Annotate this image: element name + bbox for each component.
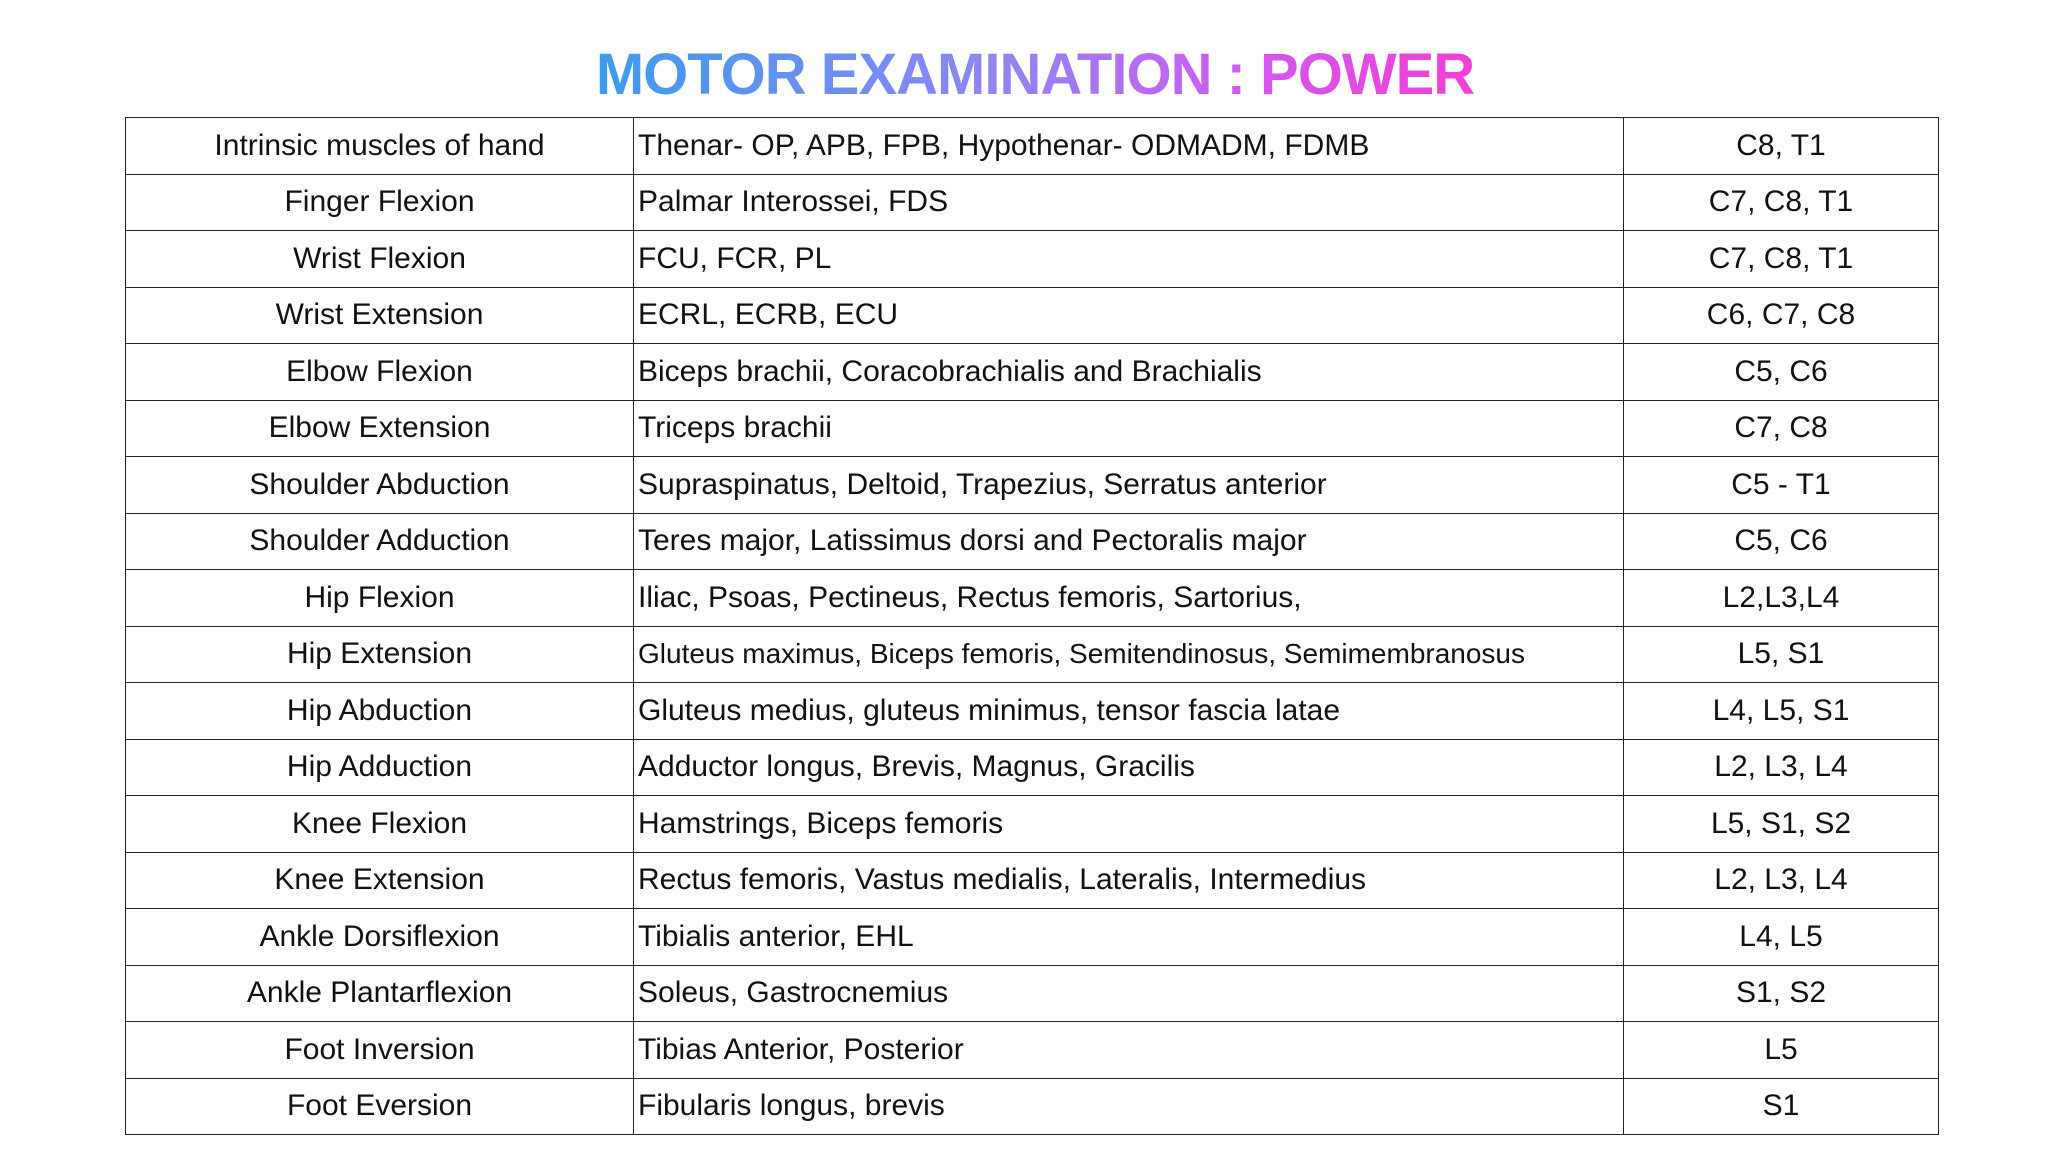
muscles-cell: Triceps brachii	[634, 400, 1624, 457]
movement-cell: Elbow Flexion	[126, 344, 634, 401]
nerve-roots-cell: L5, S1, S2	[1624, 796, 1939, 853]
table-row	[126, 796, 1939, 853]
muscles-cell: Tibialis anterior, EHL	[634, 909, 1624, 966]
movement-cell: Hip Adduction	[126, 739, 634, 796]
table-row	[126, 231, 1939, 288]
movement-cell: Knee Flexion	[126, 796, 634, 853]
muscles-cell: Biceps brachii, Coracobrachialis and Brachialis	[634, 344, 1624, 401]
table-row	[126, 344, 1939, 401]
muscles-cell: Palmar Interossei, FDS	[634, 174, 1624, 231]
movement-cell: Hip Flexion	[126, 570, 634, 627]
page-title	[0, 40, 2048, 110]
muscles-cell: FCU, FCR, PL	[634, 231, 1624, 288]
nerve-roots-cell: C7, C8, T1	[1624, 231, 1939, 288]
nerve-roots-cell: C5, C6	[1624, 513, 1939, 570]
muscles-cell: Thenar- OP, APB, FPB, Hypothenar- ODMADM, FDMB	[634, 118, 1624, 175]
nerve-roots-cell: S1	[1624, 1078, 1939, 1135]
nerve-roots-cell: C6, C7, C8	[1624, 287, 1939, 344]
movement-cell: Wrist Extension	[126, 287, 634, 344]
nerve-roots-cell: L4, L5	[1624, 909, 1939, 966]
movement-cell: Knee Extension	[126, 852, 634, 909]
movement-cell: Foot Inversion	[126, 1022, 634, 1079]
table-row	[126, 287, 1939, 344]
table-row	[126, 400, 1939, 457]
nerve-roots-cell: C7, C8, T1	[1624, 174, 1939, 231]
table-row	[126, 683, 1939, 740]
muscles-cell: Rectus femoris, Vastus medialis, Lateralis, Intermedius	[634, 852, 1624, 909]
nerve-roots-cell: C5 - T1	[1624, 457, 1939, 514]
table-row	[126, 626, 1939, 683]
movement-cell: Wrist Flexion	[126, 231, 634, 288]
table-row	[126, 118, 1939, 175]
nerve-roots-cell: L4, L5, S1	[1624, 683, 1939, 740]
muscles-cell: Adductor longus, Brevis, Magnus, Gracilis	[634, 739, 1624, 796]
table-row	[126, 739, 1939, 796]
movement-cell: Ankle Plantarflexion	[126, 965, 634, 1022]
table-row	[126, 909, 1939, 966]
movement-cell: Hip Extension	[126, 626, 634, 683]
nerve-roots-cell: C8, T1	[1624, 118, 1939, 175]
muscles-cell: Gluteus medius, gluteus minimus, tensor fascia latae	[634, 683, 1624, 740]
nerve-roots-cell: L5	[1624, 1022, 1939, 1079]
movement-cell: Foot Eversion	[126, 1078, 634, 1135]
movement-cell: Hip Abduction	[126, 683, 634, 740]
page-title-text: MOTOR EXAMINATION : POWER	[595, 42, 1475, 107]
nerve-roots-cell: C5, C6	[1624, 344, 1939, 401]
movement-cell: Ankle Dorsiflexion	[126, 909, 634, 966]
nerve-roots-cell: S1, S2	[1624, 965, 1939, 1022]
movement-cell: Finger Flexion	[126, 174, 634, 231]
table-row	[126, 1022, 1939, 1079]
table-row	[126, 965, 1939, 1022]
nerve-roots-cell: L2,L3,L4	[1624, 570, 1939, 627]
muscles-cell: Gluteus maximus, Biceps femoris, Semitendinosus, Semimembranosus	[634, 626, 1624, 683]
table-row	[126, 513, 1939, 570]
muscles-cell: Hamstrings, Biceps femoris	[634, 796, 1624, 853]
muscles-cell: Iliac, Psoas, Pectineus, Rectus femoris, Sartorius,	[634, 570, 1624, 627]
table-row	[126, 457, 1939, 514]
nerve-roots-cell: C7, C8	[1624, 400, 1939, 457]
nerve-roots-cell: L2, L3, L4	[1624, 852, 1939, 909]
movement-cell: Shoulder Abduction	[126, 457, 634, 514]
table-row	[126, 570, 1939, 627]
movement-cell: Intrinsic muscles of hand	[126, 118, 634, 175]
nerve-roots-cell: L5, S1	[1624, 626, 1939, 683]
muscles-cell: Teres major, Latissimus dorsi and Pectoralis major	[634, 513, 1624, 570]
muscles-cell: Fibularis longus, brevis	[634, 1078, 1624, 1135]
muscles-cell: Supraspinatus, Deltoid, Trapezius, Serratus anterior	[634, 457, 1624, 514]
motor-power-table	[125, 117, 1939, 1135]
table-row	[126, 1078, 1939, 1135]
movement-cell: Elbow Extension	[126, 400, 634, 457]
movement-cell: Shoulder Adduction	[126, 513, 634, 570]
table-row	[126, 174, 1939, 231]
muscles-cell: ECRL, ECRB, ECU	[634, 287, 1624, 344]
nerve-roots-cell: L2, L3, L4	[1624, 739, 1939, 796]
muscles-cell: Soleus, Gastrocnemius	[634, 965, 1624, 1022]
muscles-cell: Tibias Anterior, Posterior	[634, 1022, 1624, 1079]
table-row	[126, 852, 1939, 909]
